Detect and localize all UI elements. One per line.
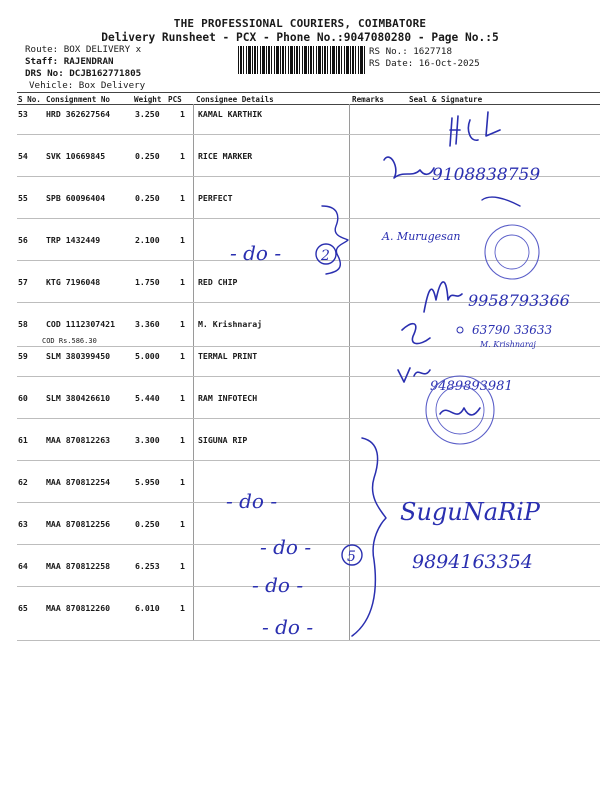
row-59-consignee: TERMAL PRINT (198, 351, 258, 361)
row-64-rule (17, 586, 600, 587)
brace-61-65 (352, 438, 386, 636)
row-65-sno: 65 (18, 603, 28, 613)
handwritten-phone-54: 9108838759 (432, 165, 541, 185)
handwritten-name-61: SuguNaRiP (400, 498, 540, 526)
row-55-weight: 0.250 (135, 193, 160, 203)
row-54-consignment: SVK 10669845 (46, 151, 106, 161)
row-59-consignment: SLM 380399450 (46, 351, 111, 361)
row-57-weight: 1.750 (135, 277, 160, 287)
handwritten-name-58: M. Krishnaraj (480, 340, 536, 349)
barcode (238, 46, 366, 74)
row-65-pcs: 1 (180, 603, 185, 613)
handwritten-phone-58: 63790 33633 (472, 323, 553, 337)
row-61-sno: 61 (18, 435, 28, 445)
circled-number-5-text: 5 (347, 549, 356, 565)
handwritten-phone-57: 9958793366 (468, 291, 570, 310)
row-60-weight: 5.440 (135, 393, 160, 403)
col-pcs: PCS (168, 95, 182, 104)
row-61-pcs: 1 (180, 435, 185, 445)
header-top-rule (17, 92, 600, 93)
row-53-consignee: KAMAL KARTHIK (198, 109, 263, 119)
signature-flourish-54 (482, 197, 520, 206)
row-54-consignee: RICE MARKER (198, 151, 253, 161)
signature-58 (402, 324, 430, 344)
row-53-consignment: HRD 362627564 (46, 109, 111, 119)
handwritten-phone-61: 9894163354 (412, 551, 533, 573)
circled-number-2-text: 2 (321, 248, 330, 264)
row-61-rule (17, 460, 600, 461)
drs-number: DRS No: DCJB162771805 (25, 68, 142, 79)
staff-label: Staff: RAJENDRAN (25, 56, 114, 67)
ditto-mark-65: - do - (262, 615, 314, 639)
row-57-sno: 57 (18, 277, 28, 287)
row-64-weight: 6.253 (135, 561, 160, 571)
row-61-weight: 3.300 (135, 435, 160, 445)
row-59-rule (17, 376, 600, 377)
remarks-divider (349, 104, 350, 640)
rs-number: RS No.: 1627718 (369, 46, 452, 57)
row-60-consignee: RAM INFOTECH (198, 393, 258, 403)
row-63-consignment: MAA 870812256 (46, 519, 111, 529)
row-55-consignee: PERFECT (198, 193, 233, 203)
ditto-mark-63: - do - (260, 535, 312, 559)
col-consignee: Consignee Details (196, 95, 274, 104)
company-title: THE PROFESSIONAL COURIERS, COIMBATORE (173, 17, 427, 30)
row-55-consignment: SPB 60096404 (46, 193, 106, 203)
row-57-rule (17, 302, 600, 303)
row-54-rule (17, 176, 600, 177)
row-57-consignee: RED CHIP (198, 277, 238, 287)
row-55-pcs: 1 (180, 193, 185, 203)
row-60-sno: 60 (18, 393, 28, 403)
row-56-sno: 56 (18, 235, 28, 245)
row-54-weight: 0.250 (135, 151, 160, 161)
row-65-consignment: MAA 870812260 (46, 603, 111, 613)
company-stamp-60 (426, 376, 494, 444)
consignee-divider (193, 104, 194, 640)
row-56-rule (17, 260, 600, 261)
row-55-rule (17, 218, 600, 219)
row-58-pcs: 1 (180, 319, 185, 329)
row-64-consignment: MAA 870812258 (46, 561, 111, 571)
row-58-weight: 3.360 (135, 319, 160, 329)
row-57-consignment: KTG 7196048 (46, 277, 101, 287)
col-sno: S No. (18, 95, 41, 104)
circled-number-2 (316, 244, 336, 264)
row-64-sno: 64 (18, 561, 28, 571)
vehicle-label: Vehicle: Box Delivery (29, 80, 146, 91)
header-bottom-rule (17, 104, 600, 105)
row-63-pcs: 1 (180, 519, 185, 529)
row-63-sno: 63 (18, 519, 28, 529)
row-53-rule (17, 134, 600, 135)
ditto-mark-56: - do - (230, 241, 282, 265)
row-62-sno: 62 (18, 477, 28, 487)
rs-date: RS Date: 16-Oct-2025 (369, 58, 480, 69)
row-63-rule (17, 544, 600, 545)
handwritten-phone-60: 9489893981 (430, 379, 513, 394)
stamp-signature-60 (440, 408, 480, 415)
row-58-rule (17, 346, 600, 347)
row-62-consignment: MAA 870812254 (46, 477, 111, 487)
col-consignment: Consignment No (46, 95, 111, 104)
row-58-sno: 58 (18, 319, 28, 329)
row-64-pcs: 1 (180, 561, 185, 571)
row-54-pcs: 1 (180, 151, 185, 161)
route-label: Route: BOX DELIVERY x (25, 44, 142, 55)
row-54-sno: 54 (18, 151, 28, 161)
col-seal-signature: Seal & Signature (409, 95, 483, 104)
signature-57 (424, 282, 462, 312)
ditto-mark-62: - do - (226, 489, 278, 513)
ditto-mark-64: - do - (252, 573, 304, 597)
row-65-rule (17, 640, 600, 641)
row-59-weight: 5.000 (135, 351, 160, 361)
brace-56 (322, 206, 348, 274)
company-stamp-57 (485, 225, 539, 279)
row-62-pcs: 1 (180, 477, 185, 487)
row-55-sno: 55 (18, 193, 28, 203)
row-58-consignment: COD 1112307421 (46, 319, 116, 329)
signature-53 (450, 112, 500, 146)
row-60-rule (17, 418, 600, 419)
row-56-consignment: TRP 1432449 (46, 235, 101, 245)
row-53-sno: 53 (18, 109, 28, 119)
signature-59 (398, 368, 430, 382)
row-61-consignee: SIGUNA RIP (198, 435, 248, 445)
row-59-sno: 59 (18, 351, 28, 361)
row-60-pcs: 1 (180, 393, 185, 403)
runsheet-subtitle: Delivery Runsheet - PCX - Phone No.:9047080280 - Page No.:5 (101, 31, 499, 44)
row-60-consignment: SLM 380426610 (46, 393, 111, 403)
handwritten-name-56: A. Murugesan (382, 230, 461, 243)
row-65-weight: 6.010 (135, 603, 160, 613)
row-56-pcs: 1 (180, 235, 185, 245)
row-63-weight: 0.250 (135, 519, 160, 529)
row-53-weight: 3.250 (135, 109, 160, 119)
row-58-consignee: M. Krishnaraj (198, 319, 263, 329)
row-57-pcs: 1 (180, 277, 185, 287)
bullet-dot-58 (457, 327, 463, 333)
col-weight: Weight (134, 95, 162, 104)
row-62-rule (17, 502, 600, 503)
row-53-pcs: 1 (180, 109, 185, 119)
row-59-pcs: 1 (180, 351, 185, 361)
row-56-weight: 2.100 (135, 235, 160, 245)
signature-54 (384, 157, 434, 178)
row-62-weight: 5.950 (135, 477, 160, 487)
circled-number-5 (342, 545, 362, 565)
cod-amount: COD Rs.586.30 (42, 337, 97, 345)
col-remarks: Remarks (352, 95, 385, 104)
row-61-consignment: MAA 870812263 (46, 435, 111, 445)
